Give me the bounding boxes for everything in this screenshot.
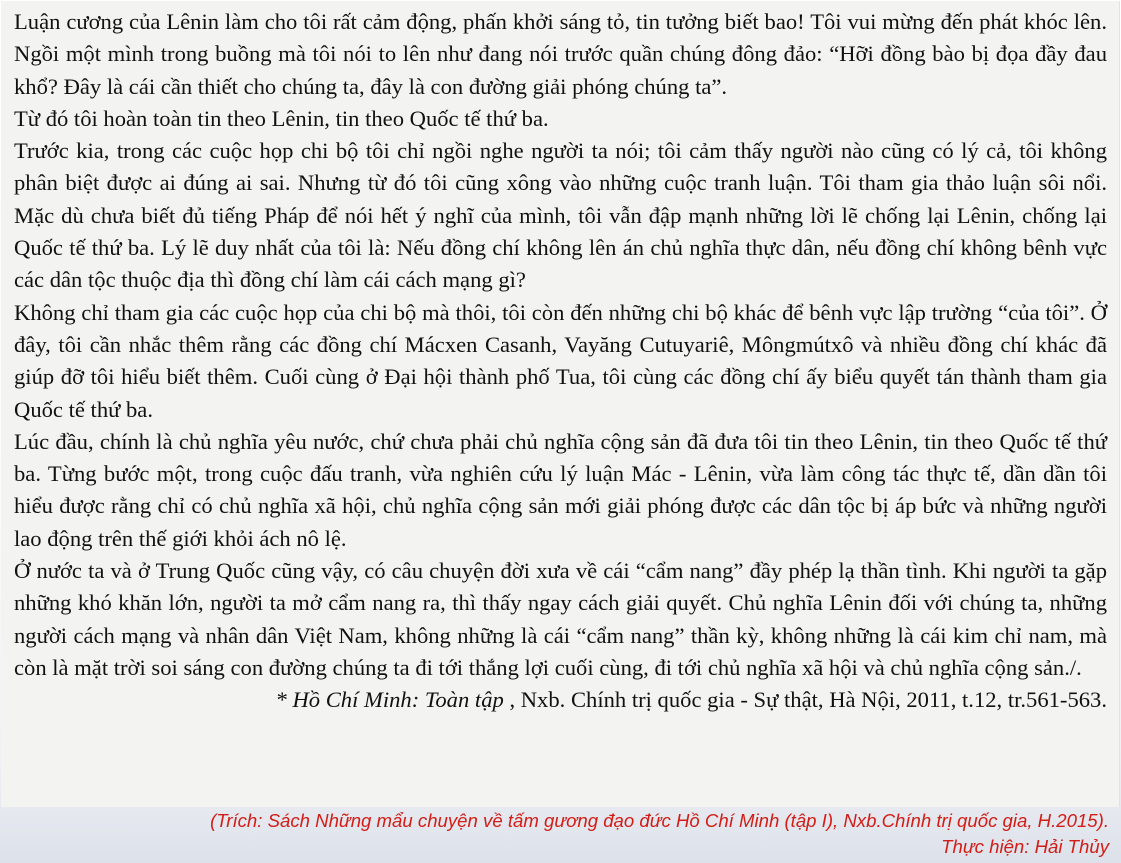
source-title: Sách Những mẩu chuyện về tấm gương đạo đức Hồ Chí Minh (tập I)	[267, 810, 834, 831]
paragraph-2: Từ đó tôi hoàn toàn tin theo Lênin, tin theo Quốc tế thứ ba.	[14, 105, 549, 131]
footnote-book-title: * Hồ Chí Minh: Toàn tập	[275, 687, 504, 713]
credits-block	[9, 808, 1109, 860]
footnote-citation	[14, 684, 1107, 716]
source-prefix: (Trích:	[210, 810, 268, 831]
footnote-publisher: , Nxb. Chính trị quốc gia - Sự thật, Hà Nội, 2011, t.12, tr.561-563.	[503, 687, 1107, 713]
paragraph-4: Không chỉ tham gia các cuộc họp của chi bộ mà thôi, tôi còn đến những chi bộ khác để bênh vực lập trường “của tôi”. Ở đây, tôi cần nhắc thêm rằng các đồng chí Mácxen Casanh, Vayăng Cutuyariê, Môngmútxô và nhiều đồng chí khác đã giúp đỡ tôi hiểu biết thêm. Cuối cùng ở Đại hội thành phố Tua, tôi cùng các đồng chí ấy biểu quyết tán thành tham gia Quốc tế thứ ba.	[14, 299, 1107, 422]
paragraph-6: Ở nước ta và ở Trung Quốc cũng vậy, có câu chuyện đời xưa về cái “cẩm nang” đầy phép lạ thần tình. Khi người ta gặp những khó khăn lớn, người ta mở cẩm nang ra, thì thấy ngay cách giải quyết. Chủ nghĩa Lênin đối với chúng ta, những người cách mạng và nhân dân Việt Nam, không những là cái “cẩm nang” thần kỳ, không những là cái kim chỉ nam, mà còn là mặt trời soi sáng con đường chúng ta đi tới thắng lợi cuối cùng, đi tới chủ nghĩa xã hội và chủ nghĩa cộng sản./.	[14, 558, 1107, 680]
source-suffix: , Nxb.Chính trị quốc gia, H.2015).	[833, 810, 1109, 831]
source-citation	[9, 808, 1109, 834]
author-credit: Thực hiện: Hải Thủy	[941, 836, 1109, 857]
paragraph-3: Trước kia, trong các cuộc họp chi bộ tôi chỉ ngồi nghe người ta nói; tôi cảm thấy người nào cũng có lý cả, tôi không phân biệt được ai đúng ai sai. Nhưng từ đó tôi cũng xông vào những cuộc tranh luận. Tôi tham gia thảo luận sôi nổi. Mặc dù chưa biết đủ tiếng Pháp để nói hết ý nghĩ của mình, tôi vẫn đập mạnh những lời lẽ chống lại Lênin, chống lại Quốc tế thứ ba. Lý lẽ duy nhất của tôi là: Nếu đồng chí không lên án chủ nghĩa thực dân, nếu đồng chí không bênh vực các dân tộc thuộc địa thì đồng chí làm cái cách mạng gì?	[14, 138, 1107, 293]
paragraph-5: Lúc đầu, chính là chủ nghĩa yêu nước, chứ chưa phải chủ nghĩa cộng sản đã đưa tôi tin theo Lênin, tin theo Quốc tế thứ ba. Từng bước một, trong cuộc đấu tranh, vừa nghiên cứu lý luận Mác - Lênin, vừa làm công tác thực tế, dần dần tôi hiểu được rằng chỉ có chủ nghĩa xã hội, chủ nghĩa cộng sản mới giải phóng được các dân tộc bị áp bức và những người lao động trên thế giới khỏi ách nô lệ.	[14, 428, 1107, 551]
paragraph-1: Luận cương của Lênin làm cho tôi rất cảm động, phấn khởi sáng tỏ, tin tưởng biết bao! Tôi vui mừng đến phát khóc lên. Ngồi một mình trong buồng mà tôi nói to lên như đang nói trước quần chúng đông đảo: “Hỡi đồng bào bị đọa đầy đau khổ? Đây là cái cần thiết cho chúng ta, đây là con đường giải phóng chúng ta”.	[14, 9, 1107, 99]
quote-text-box	[1, 1, 1120, 807]
